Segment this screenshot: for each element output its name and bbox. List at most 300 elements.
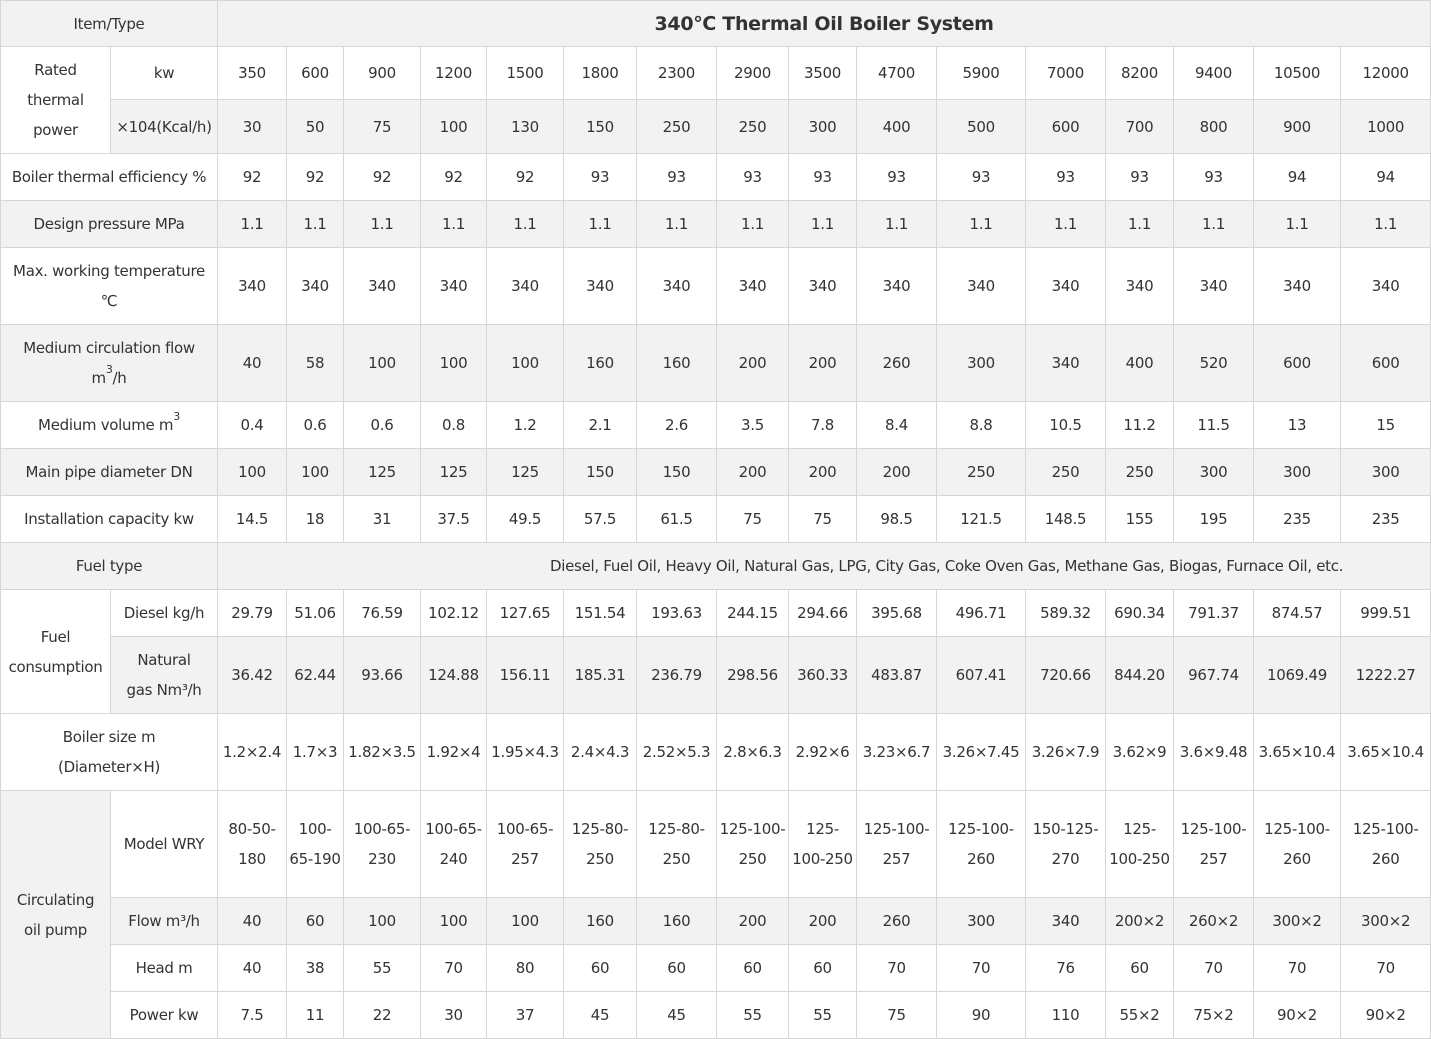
table-row-fuel-natural-gas (1, 637, 1431, 714)
table-cell: 3.6×9.48 (1174, 714, 1254, 791)
table-cell: 340 (218, 248, 287, 325)
table-cell: 250 (1106, 449, 1174, 496)
table-cell: 340 (789, 248, 857, 325)
table-cell: 3.26×7.9 (1026, 714, 1106, 791)
table-cell: 60 (1106, 945, 1174, 992)
table-cell: 8.4 (857, 402, 937, 449)
table-cell: 110 (1026, 992, 1106, 1039)
table-cell: 244.15 (717, 590, 789, 637)
table-cell: 300 (937, 898, 1026, 945)
table-cell: 607.41 (937, 637, 1026, 714)
table-cell: 340 (717, 248, 789, 325)
table-cell: 1.1 (1341, 201, 1431, 248)
table-cell: 76.59 (344, 590, 421, 637)
table-cell: 125-100-260 (937, 791, 1026, 898)
table-cell: 70 (1254, 945, 1341, 992)
table-cell: 160 (564, 898, 637, 945)
table-cell: 300 (937, 325, 1026, 402)
table-cell: 60 (789, 945, 857, 992)
table-row-pressure (1, 201, 1431, 248)
medium-volume-label: Medium volume m (38, 416, 174, 434)
table-cell: 2900 (717, 47, 789, 100)
table-cell: 1.7×3 (287, 714, 344, 791)
table-cell: 11.2 (1106, 402, 1174, 449)
table-cell: 200 (717, 325, 789, 402)
table-cell: 62.44 (287, 637, 344, 714)
table-cell: 3500 (789, 47, 857, 100)
table-cell: 200 (857, 449, 937, 496)
table-cell: 1.82×3.5 (344, 714, 421, 791)
table-cell: 200 (789, 898, 857, 945)
row-label: Fuel type (1, 543, 218, 590)
table-cell: 102.12 (421, 590, 487, 637)
table-cell: 1.1 (857, 201, 937, 248)
table-cell: 98.5 (857, 496, 937, 543)
thermal-power-group-label: Rated thermal power (1, 47, 111, 154)
fuel-consumption-group-label: Fuel consumption (1, 590, 111, 714)
table-cell: 1800 (564, 47, 637, 100)
table-cell: 360.33 (789, 637, 857, 714)
table-cell: 260 (857, 898, 937, 945)
table-cell: 2.1 (564, 402, 637, 449)
table-cell: 37.5 (421, 496, 487, 543)
table-cell: 340 (344, 248, 421, 325)
table-cell: 15 (1341, 402, 1431, 449)
table-cell: 1.2×2.4 (218, 714, 287, 791)
unit-superscript: 3 (173, 410, 180, 423)
table-cell: 235 (1254, 496, 1341, 543)
row-label: Design pressure MPa (1, 201, 218, 248)
table-row-thermal-power-kw (1, 47, 1431, 100)
table-cell: 340 (287, 248, 344, 325)
table-cell: 38 (287, 945, 344, 992)
row-label: Head m (111, 945, 218, 992)
table-row-medium-volume (1, 402, 1431, 449)
table-cell: 70 (857, 945, 937, 992)
table-cell: 57.5 (564, 496, 637, 543)
table-cell: 690.34 (1106, 590, 1174, 637)
table-cell: 5900 (937, 47, 1026, 100)
row-label: Boiler size m (Diameter×H) (1, 714, 218, 791)
table-row-boiler-size (1, 714, 1431, 791)
table-cell: 125 (421, 449, 487, 496)
table-cell: 93 (789, 154, 857, 201)
table-cell: 2300 (637, 47, 717, 100)
table-cell: 22 (344, 992, 421, 1039)
table-cell: 340 (637, 248, 717, 325)
table-row-fuel-type (1, 543, 1431, 590)
table-cell: 100 (421, 100, 487, 154)
table-cell: 100 (218, 449, 287, 496)
table-cell: 93.66 (344, 637, 421, 714)
table-cell: 720.66 (1026, 637, 1106, 714)
table-cell: 2.92×6 (789, 714, 857, 791)
table-cell: 75 (717, 496, 789, 543)
table-cell: 300 (1254, 449, 1341, 496)
table-cell: 12000 (1341, 47, 1431, 100)
table-cell: 100 (421, 325, 487, 402)
table-cell: 1.1 (287, 201, 344, 248)
table-cell: 100 (487, 325, 564, 402)
table-cell: 235 (1341, 496, 1431, 543)
table-cell: 55×2 (1106, 992, 1174, 1039)
table-cell: 700 (1106, 100, 1174, 154)
table-cell: 300×2 (1254, 898, 1341, 945)
table-cell: 200×2 (1106, 898, 1174, 945)
table-cell: 791.37 (1174, 590, 1254, 637)
table-cell: 2.52×5.3 (637, 714, 717, 791)
table-cell: 600 (1341, 325, 1431, 402)
table-cell: 93 (857, 154, 937, 201)
table-cell: 400 (1106, 325, 1174, 402)
table-cell: 1.1 (937, 201, 1026, 248)
table-cell: 100-65-240 (421, 791, 487, 898)
table-cell: 100 (344, 325, 421, 402)
table-cell: 92 (287, 154, 344, 201)
table-cell: 260×2 (1174, 898, 1254, 945)
table-row-installation-capacity (1, 496, 1431, 543)
table-cell: 1069.49 (1254, 637, 1341, 714)
table-cell: 100 (487, 898, 564, 945)
table-cell: 125-100-260 (1254, 791, 1341, 898)
table-cell: 340 (1026, 898, 1106, 945)
table-cell: 75×2 (1174, 992, 1254, 1039)
table-cell: 340 (1026, 248, 1106, 325)
row-label (1, 402, 218, 449)
table-cell: 40 (218, 898, 287, 945)
table-cell: 3.62×9 (1106, 714, 1174, 791)
table-cell: 1200 (421, 47, 487, 100)
table-cell: 61.5 (637, 496, 717, 543)
row-label: ×104(Kcal/h) (111, 100, 218, 154)
table-cell: 1.1 (789, 201, 857, 248)
table-cell: 1.1 (564, 201, 637, 248)
circulation-flow-label: Medium circulation flow m (23, 339, 195, 387)
table-cell: 340 (564, 248, 637, 325)
table-cell: 76 (1026, 945, 1106, 992)
table-cell: 600 (1026, 100, 1106, 154)
table-cell: 340 (421, 248, 487, 325)
table-cell: 1.1 (344, 201, 421, 248)
table-cell: 92 (218, 154, 287, 201)
table-cell: 0.4 (218, 402, 287, 449)
table-cell: 100-65-190 (287, 791, 344, 898)
table-cell: 200 (717, 898, 789, 945)
table-cell: 300 (1341, 449, 1431, 496)
row-label: kw (111, 47, 218, 100)
row-label: Installation capacity kw (1, 496, 218, 543)
table-cell: 94 (1341, 154, 1431, 201)
table-cell: 900 (344, 47, 421, 100)
table-cell: 400 (857, 100, 937, 154)
table-cell: 94 (1254, 154, 1341, 201)
table-cell: 14.5 (218, 496, 287, 543)
table-cell: 90×2 (1254, 992, 1341, 1039)
table-cell: 967.74 (1174, 637, 1254, 714)
table-cell: 340 (1026, 325, 1106, 402)
table-cell: 294.66 (789, 590, 857, 637)
table-cell: 160 (637, 898, 717, 945)
table-row-circulation-flow (1, 325, 1431, 402)
table-cell: 260 (857, 325, 937, 402)
table-cell: 0.6 (287, 402, 344, 449)
table-cell: 250 (937, 449, 1026, 496)
table-cell: 93 (1106, 154, 1174, 201)
table-cell: 70 (937, 945, 1026, 992)
table-cell: 30 (421, 992, 487, 1039)
pump-group-label: Circulating oil pump (1, 791, 111, 1039)
table-cell: 1.1 (1174, 201, 1254, 248)
table-cell: 150-125-270 (1026, 791, 1106, 898)
table-cell: 125-100-250 (1106, 791, 1174, 898)
row-label: Power kw (111, 992, 218, 1039)
table-cell: 148.5 (1026, 496, 1106, 543)
table-cell: 1.1 (1106, 201, 1174, 248)
table-cell: 200 (789, 325, 857, 402)
row-label: Main pipe diameter DN (1, 449, 218, 496)
table-cell: 250 (637, 100, 717, 154)
table-cell: 125-80-250 (637, 791, 717, 898)
table-cell: 40 (218, 325, 287, 402)
table-row-efficiency (1, 154, 1431, 201)
row-label: Max. working temperature ℃ (1, 248, 218, 325)
table-cell: 2.4×4.3 (564, 714, 637, 791)
table-cell: 500 (937, 100, 1026, 154)
table-cell: 100 (344, 898, 421, 945)
row-label: Model WRY (111, 791, 218, 898)
table-title: 340℃ Thermal Oil Boiler System (218, 1, 1431, 47)
table-cell: 45 (637, 992, 717, 1039)
table-cell: 160 (564, 325, 637, 402)
header-row (1, 1, 1431, 47)
table-cell: 125-100-257 (857, 791, 937, 898)
table-cell: 130 (487, 100, 564, 154)
table-cell: 193.63 (637, 590, 717, 637)
table-cell: 3.23×6.7 (857, 714, 937, 791)
table-cell: 8200 (1106, 47, 1174, 100)
row-label: Natural gas Nm³/h (111, 637, 218, 714)
row-label (1, 325, 218, 402)
item-type-header: Item/Type (1, 1, 218, 47)
table-cell: 250 (1026, 449, 1106, 496)
table-cell: 300 (789, 100, 857, 154)
table-cell: 92 (421, 154, 487, 201)
table-cell: 236.79 (637, 637, 717, 714)
table-cell: 150 (637, 449, 717, 496)
table-cell: 844.20 (1106, 637, 1174, 714)
table-cell: 340 (487, 248, 564, 325)
table-cell: 92 (344, 154, 421, 201)
table-cell: 80 (487, 945, 564, 992)
table-cell: 200 (789, 449, 857, 496)
table-row-pump-model (1, 791, 1431, 898)
table-cell: 250 (717, 100, 789, 154)
row-label: Boiler thermal efficiency % (1, 154, 218, 201)
table-cell: 2.8×6.3 (717, 714, 789, 791)
table-cell: 2.6 (637, 402, 717, 449)
table-cell: 92 (487, 154, 564, 201)
table-cell: 300 (1174, 449, 1254, 496)
table-cell: 60 (637, 945, 717, 992)
table-cell: 483.87 (857, 637, 937, 714)
table-cell: 1.95×4.3 (487, 714, 564, 791)
table-cell: 1.2 (487, 402, 564, 449)
table-cell: 150 (564, 100, 637, 154)
table-row-pipe-diameter (1, 449, 1431, 496)
table-cell: 350 (218, 47, 287, 100)
table-cell: 55 (344, 945, 421, 992)
table-cell: 1222.27 (1341, 637, 1431, 714)
table-cell: 75 (344, 100, 421, 154)
table-cell: 150 (564, 449, 637, 496)
table-cell: 7.8 (789, 402, 857, 449)
table-cell: 31 (344, 496, 421, 543)
table-cell: 80-50-180 (218, 791, 287, 898)
table-cell: 185.31 (564, 637, 637, 714)
table-cell: 55 (789, 992, 857, 1039)
table-cell: 125 (487, 449, 564, 496)
table-cell: 55 (717, 992, 789, 1039)
table-cell: 11 (287, 992, 344, 1039)
table-cell: 1.1 (218, 201, 287, 248)
table-cell: 18 (287, 496, 344, 543)
table-cell: 93 (717, 154, 789, 201)
table-cell: 90×2 (1341, 992, 1431, 1039)
table-cell: 37 (487, 992, 564, 1039)
table-cell: 7.5 (218, 992, 287, 1039)
table-row-fuel-diesel (1, 590, 1431, 637)
table-cell: 7000 (1026, 47, 1106, 100)
table-cell: 75 (789, 496, 857, 543)
table-cell: 1.1 (487, 201, 564, 248)
table-cell: 93 (937, 154, 1026, 201)
table-cell: 496.71 (937, 590, 1026, 637)
table-cell: 600 (287, 47, 344, 100)
table-cell: 298.56 (717, 637, 789, 714)
table-cell: 1.1 (717, 201, 789, 248)
table-cell: 13 (1254, 402, 1341, 449)
table-cell: 60 (564, 945, 637, 992)
table-cell: 11.5 (1174, 402, 1254, 449)
table-cell: 340 (1106, 248, 1174, 325)
table-cell: 3.65×10.4 (1341, 714, 1431, 791)
table-cell: 874.57 (1254, 590, 1341, 637)
unit-suffix: /h (112, 369, 127, 387)
table-cell: 60 (287, 898, 344, 945)
table-cell: 121.5 (937, 496, 1026, 543)
table-cell: 40 (218, 945, 287, 992)
table-cell: 520 (1174, 325, 1254, 402)
table-cell: 70 (1341, 945, 1431, 992)
table-cell: 300×2 (1341, 898, 1431, 945)
table-cell: 100 (421, 898, 487, 945)
table-cell: 151.54 (564, 590, 637, 637)
table-cell: 75 (857, 992, 937, 1039)
table-cell: 100 (287, 449, 344, 496)
table-cell: 100-65-230 (344, 791, 421, 898)
table-cell: 125-100-250 (717, 791, 789, 898)
table-cell: 3.5 (717, 402, 789, 449)
table-cell: 30 (218, 100, 287, 154)
table-cell: 93 (637, 154, 717, 201)
table-row-pump-flow (1, 898, 1431, 945)
table-cell: 93 (1026, 154, 1106, 201)
table-row-pump-power (1, 992, 1431, 1039)
table-row-thermal-power-kcal (1, 100, 1431, 154)
table-cell: 36.42 (218, 637, 287, 714)
table-cell: 90 (937, 992, 1026, 1039)
table-cell: 155 (1106, 496, 1174, 543)
table-cell: 589.32 (1026, 590, 1106, 637)
row-label: Diesel kg/h (111, 590, 218, 637)
table-cell: 51.06 (287, 590, 344, 637)
table-cell: 60 (717, 945, 789, 992)
table-cell: 1.1 (1026, 201, 1106, 248)
table-cell: 124.88 (421, 637, 487, 714)
table-cell: 29.79 (218, 590, 287, 637)
table-cell: 93 (564, 154, 637, 201)
table-cell: 900 (1254, 100, 1341, 154)
table-cell: 0.6 (344, 402, 421, 449)
table-cell: 340 (937, 248, 1026, 325)
table-cell: 125 (344, 449, 421, 496)
table-cell: 156.11 (487, 637, 564, 714)
table-cell: 9400 (1174, 47, 1254, 100)
table-cell: 127.65 (487, 590, 564, 637)
table-cell: 195 (1174, 496, 1254, 543)
table-cell: 340 (1254, 248, 1341, 325)
table-cell: 3.26×7.45 (937, 714, 1026, 791)
table-cell: 58 (287, 325, 344, 402)
table-cell: 3.65×10.4 (1254, 714, 1341, 791)
table-cell: 340 (857, 248, 937, 325)
unit-superscript: 3 (105, 363, 113, 376)
table-cell: 999.51 (1341, 590, 1431, 637)
table-cell: 8.8 (937, 402, 1026, 449)
table-cell: 0.8 (421, 402, 487, 449)
table-cell: 93 (1174, 154, 1254, 201)
table-cell: 125-100-257 (1174, 791, 1254, 898)
table-cell: 395.68 (857, 590, 937, 637)
table-row-max-temperature (1, 248, 1431, 325)
table-cell: 10.5 (1026, 402, 1106, 449)
table-cell: 200 (717, 449, 789, 496)
table-cell: 800 (1174, 100, 1254, 154)
table-cell: 1000 (1341, 100, 1431, 154)
table-row-pump-head (1, 945, 1431, 992)
table-cell: 1.1 (1254, 201, 1341, 248)
table-cell: 4700 (857, 47, 937, 100)
table-cell: 10500 (1254, 47, 1341, 100)
table-cell: 340 (1174, 248, 1254, 325)
table-cell: 1.1 (637, 201, 717, 248)
table-cell: 125-100-260 (1341, 791, 1431, 898)
table-cell: 70 (1174, 945, 1254, 992)
table-cell: 125-80-250 (564, 791, 637, 898)
table-cell: 160 (637, 325, 717, 402)
table-cell: 125-100-250 (789, 791, 857, 898)
table-cell: 49.5 (487, 496, 564, 543)
table-cell: 45 (564, 992, 637, 1039)
table-cell: 1.1 (421, 201, 487, 248)
table-cell: 1500 (487, 47, 564, 100)
table-cell: 50 (287, 100, 344, 154)
fuel-type-value: Diesel, Fuel Oil, Heavy Oil, Natural Gas, LPG, City Gas, Coke Oven Gas, Methane Gas, Biogas, Furnace Oil, etc. (218, 543, 1431, 590)
table-cell: 100-65-257 (487, 791, 564, 898)
table-cell: 340 (1341, 248, 1431, 325)
table-cell: 600 (1254, 325, 1341, 402)
row-label: Flow m³/h (111, 898, 218, 945)
